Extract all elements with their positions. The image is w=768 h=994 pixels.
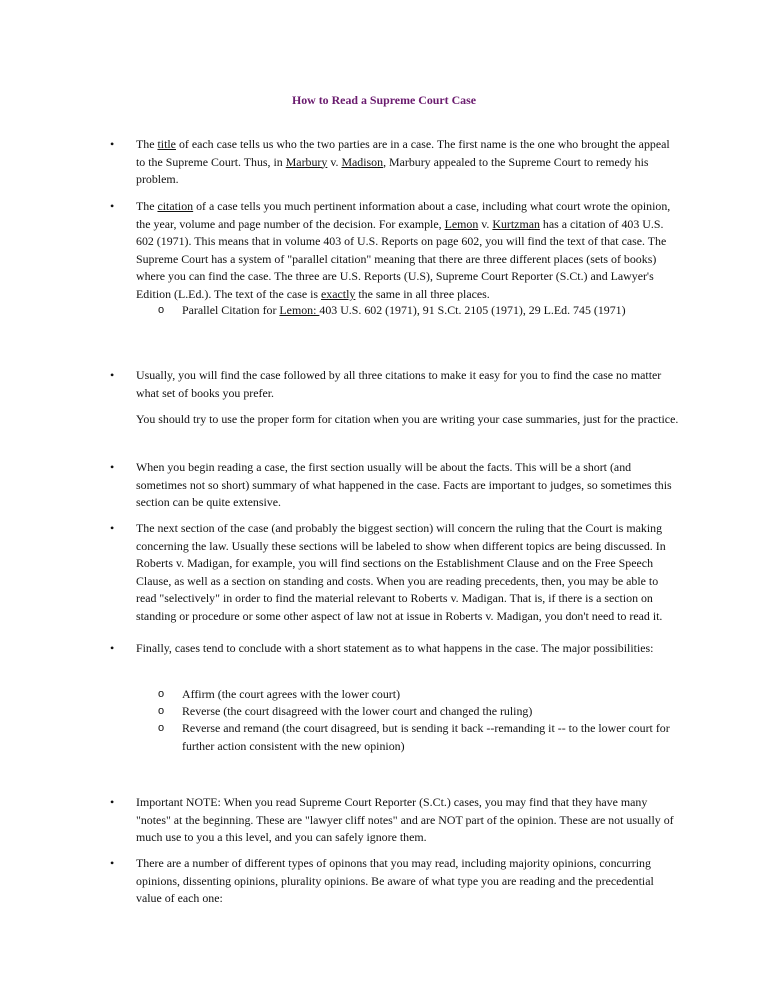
sub-bullet-icon: o <box>158 722 165 734</box>
possibility-affirm: Affirm (the court agrees with the lower court) <box>182 687 401 701</box>
party-kurtzman: Kurtzman <box>492 216 540 231</box>
bullet-icon: • <box>110 460 115 474</box>
sub-bullet-icon: o <box>158 705 165 717</box>
page-title: How to Read a Supreme Court Case <box>291 93 477 107</box>
parallel-citation-item: Parallel Citation for Lemon: 403 U.S. 602 (1971), 91 S.Ct. 2105 (1971), 29 L.Ed. 745 (1971) <box>182 303 626 317</box>
party-lemon: Lemon <box>444 216 479 231</box>
bullet-icon: • <box>110 795 115 809</box>
possibility-reverse: Reverse (the court disagreed with the lower court and changed the ruling) <box>182 704 533 718</box>
term-exactly: exactly <box>321 286 356 301</box>
term-title: title <box>157 137 176 151</box>
paragraph-important-note: Important NOTE: When you read Supreme Court Reporter (S.Ct.) cases, you may find that they have many "notes" at the beginning. These are "lawyer cliff notes" and are NOT part of the opinion. These are not usually of much use to you a this level, and you can safely ignore them. <box>136 795 674 845</box>
bullet-icon: • <box>110 641 115 655</box>
party-lemon-citation: Lemon: <box>279 303 320 317</box>
sub-bullet-icon: o <box>158 304 165 316</box>
paragraph-proper-form: You should try to use the proper form for citation when you are writing your case summaries, just for the practice. <box>136 412 679 426</box>
party-madison: Madison <box>341 154 384 169</box>
term-citation: citation <box>157 199 194 213</box>
paragraph-opinion-types: There are a number of different types of opinons that you may read, including majority opinions, concurring opinions, dissenting opinions, plurality opinions. Be aware of what type you are reading and the precedential value of each one: <box>136 856 654 906</box>
paragraph-citation: The citation of a case tells you much pertinent information about a case, including what court wrote the opinion, the year, volume and page number of the decision. For example, Lemon v. Kurtzman has a citation of 403 U.S. 602 (1971). This means that in volume 403 of U.S. Reports on page 602, you will find the text of that case. The Supreme Court has a system of "parallel citation" meaning that there are three different places (sets of books) where you can find the case. The three are U.S. Reports (U.S), Supreme Court Reporter (S.Ct.) and Lawyer's Edition (L.Ed.). The text of the case is exactly the same in all three places. <box>136 199 671 301</box>
paragraph-case-title: The title of each case tells us who the two parties are in a case. The first name is the one who brought the appeal to the Supreme Court. Thus, in Marbury v. Madison, Marbury appealed to the Supreme Court to remedy his problem. <box>136 137 670 187</box>
bullet-icon: • <box>110 199 115 213</box>
paragraph-ruling: The next section of the case (and probably the biggest section) will concern the ruling that the Court is making concerning the law. Usually these sections will be labeled to show when different topics are being discussed. In Roberts v. Madigan, for example, you will find sections on the Establishment Clause and on the Free Speech Clause, as well as a section on standing and costs. When you are reading precedents, then, you may be able to read "selectively" in order to find the material relevant to Roberts v. Madigan. That is, if there is a section on standing or procedure or some other aspect of law not at issue in Roberts v. Madigan, you don't need to read it. <box>136 521 666 623</box>
bullet-icon: • <box>110 137 115 151</box>
bullet-icon: • <box>110 521 115 535</box>
paragraph-three-citations: Usually, you will find the case followed by all three citations to make it easy for you to find the case no matter what set of books you prefer. <box>136 368 662 400</box>
paragraph-facts: When you begin reading a case, the first section usually will be about the facts. This will be a short (and sometimes not so short) summary of what happened in the case. Facts are important to judges, so sometimes this section can be quite extensive. <box>136 460 672 510</box>
possibility-reverse-remand: Reverse and remand (the court disagreed, but is sending it back --remanding it -- to the lower court for further action consistent with the new opinion) <box>182 721 670 753</box>
sub-bullet-icon: o <box>158 688 165 700</box>
bullet-icon: • <box>110 368 115 382</box>
bullet-icon: • <box>110 856 115 870</box>
party-marbury: Marbury <box>285 154 328 169</box>
paragraph-conclusion: Finally, cases tend to conclude with a short statement as to what happens in the case. The major possibilities: <box>136 641 654 655</box>
